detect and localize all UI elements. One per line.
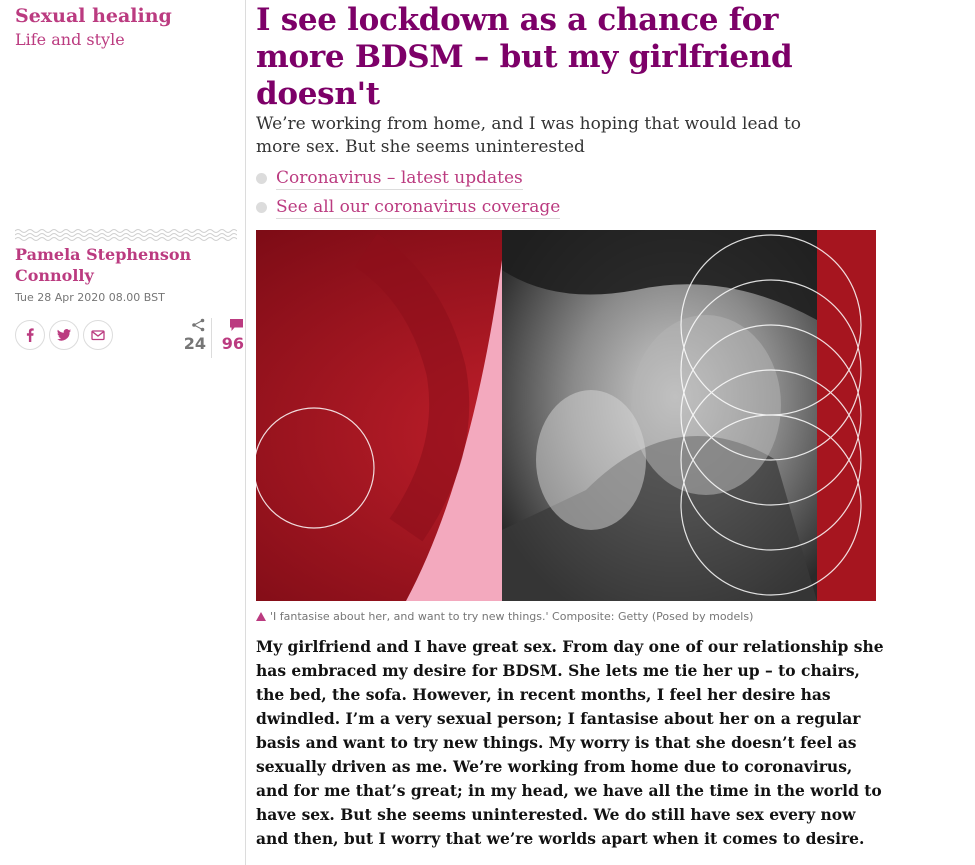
engagement-counts <box>178 318 244 358</box>
publish-date: Tue 28 Apr 2020 08.00 BST <box>15 291 165 304</box>
left-meta-column <box>0 0 246 865</box>
section-title-link[interactable]: Sexual healing <box>15 5 172 27</box>
share-buttons <box>15 320 113 350</box>
section-subtitle-link[interactable]: Life and style <box>15 30 125 49</box>
article-body-paragraph: My girlfriend and I have great sex. From day one of our relationship she has embraced my desire for BDSM. She lets me tie her up – to chairs, the bed, the sofa. However, in recent months, I feel her desire has dwindled. I’m a very sexual person; I fantasise about her on a regular basis and want to try new things. My worry is that she doesn’t feel as sexually driven as me. We’re working from home due to coronavirus, and for me that’s great; in my head, we have all the time in the world to have sex. But she seems uninterested. We do still have sex every now and then, but I worry that we’re worlds apart when it comes to desire. <box>256 637 884 848</box>
share-count: 24 <box>183 334 206 353</box>
caption-text: 'I fantasise about her, and want to try new things.' Composite: Getty (Posed by models) <box>270 610 754 623</box>
column-divider <box>245 0 246 865</box>
facebook-share-button[interactable] <box>15 320 45 350</box>
comment-icon <box>229 318 244 332</box>
share-icon <box>191 318 206 332</box>
bullet-dot <box>256 173 267 184</box>
related-link-label: Coronavirus – latest updates <box>276 167 523 188</box>
twitter-icon <box>56 327 72 343</box>
related-link-coverage[interactable] <box>256 193 560 222</box>
facebook-icon <box>22 327 38 343</box>
twitter-share-button[interactable] <box>49 320 79 350</box>
related-link-label: See all our coronavirus coverage <box>276 196 561 217</box>
related-links <box>256 164 560 222</box>
email-share-button[interactable] <box>83 320 113 350</box>
article-standfirst: We’re working from home, and I was hoping that would lead to more sex. But she seems uninterested <box>256 114 802 157</box>
hero-image <box>256 230 876 601</box>
comment-count: 96 <box>221 334 244 353</box>
email-icon <box>90 327 106 343</box>
caption-triangle-icon <box>256 612 266 621</box>
bullet-dot <box>256 202 267 213</box>
article-headline: I see lockdown as a chance for more BDSM – but my girlfriend doesn't <box>256 2 793 112</box>
related-link-latest-updates[interactable] <box>256 164 560 193</box>
comment-count-link[interactable] <box>212 318 244 358</box>
squiggle-divider <box>15 228 237 242</box>
hero-composite-illustration <box>256 230 876 601</box>
share-count-block <box>178 318 212 358</box>
image-caption <box>256 610 753 623</box>
author-name-link[interactable]: Pamela Stephenson Connolly <box>15 245 192 285</box>
